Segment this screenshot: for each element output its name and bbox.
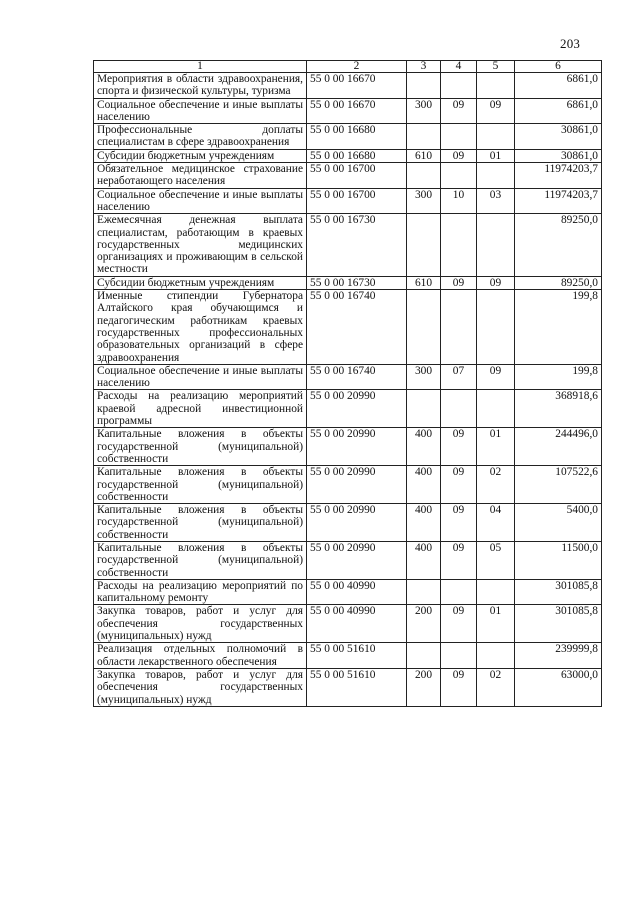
row-amount: 368918,6 <box>515 390 602 428</box>
table-row <box>94 364 602 390</box>
table-row <box>94 504 602 542</box>
table-row <box>94 668 602 706</box>
row-col4: 09 <box>441 98 477 124</box>
row-code: 55 0 00 16740 <box>307 290 407 365</box>
row-name: Реализация отдельных полномочий в области лекарственного обеспечения <box>94 643 307 669</box>
row-col3: 400 <box>407 504 441 542</box>
header-cell: 6 <box>515 61 602 73</box>
row-amount: 301085,8 <box>515 579 602 605</box>
row-name: Социальное обеспечение и иные выплаты населению <box>94 98 307 124</box>
row-amount: 244496,0 <box>515 428 602 466</box>
table-row <box>94 276 602 289</box>
table-row <box>94 579 602 605</box>
header-cell: 3 <box>407 61 441 73</box>
row-col5: 04 <box>477 504 515 542</box>
row-code: 55 0 00 16670 <box>307 73 407 99</box>
row-col4: 09 <box>441 276 477 289</box>
header-row <box>94 61 602 73</box>
table-row <box>94 466 602 504</box>
table-header <box>94 61 602 73</box>
row-name: Закупка товаров, работ и услуг для обеспечения государственных (муниципальных) нужд <box>94 605 307 643</box>
row-col4 <box>441 73 477 99</box>
row-col4: 09 <box>441 149 477 162</box>
table-row <box>94 124 602 150</box>
row-name: Капитальные вложения в объекты государственной (муниципальной) собственности <box>94 428 307 466</box>
row-col4: 09 <box>441 541 477 579</box>
row-col3: 300 <box>407 364 441 390</box>
row-col3: 610 <box>407 276 441 289</box>
row-amount: 107522,6 <box>515 466 602 504</box>
page-number: 203 <box>560 36 581 51</box>
row-col3 <box>407 124 441 150</box>
table-row <box>94 390 602 428</box>
row-col3: 300 <box>407 188 441 214</box>
row-name: Обязательное медицинское страхование неработающего населения <box>94 163 307 189</box>
table-row <box>94 428 602 466</box>
row-name: Профессиональные доплаты специалистам в сфере здравоохранения <box>94 124 307 150</box>
row-code: 55 0 00 16740 <box>307 364 407 390</box>
row-code: 55 0 00 20990 <box>307 504 407 542</box>
row-name: Субсидии бюджетным учреждениям <box>94 149 307 162</box>
row-code: 55 0 00 16680 <box>307 124 407 150</box>
row-col4 <box>441 214 477 276</box>
row-col5 <box>477 124 515 150</box>
header-cell: 5 <box>477 61 515 73</box>
header-cell: 2 <box>307 61 407 73</box>
row-name: Расходы на реализацию мероприятий краевой адресной инвестиционной программы <box>94 390 307 428</box>
row-code: 55 0 00 16730 <box>307 276 407 289</box>
table-row <box>94 290 602 365</box>
row-code: 55 0 00 51610 <box>307 643 407 669</box>
row-code: 55 0 00 16680 <box>307 149 407 162</box>
row-col5: 09 <box>477 364 515 390</box>
row-amount: 6861,0 <box>515 98 602 124</box>
row-amount: 301085,8 <box>515 605 602 643</box>
row-name: Именные стипендии Губернатора Алтайского края обучающимся и педагогическим работникам краевых государственных профессиональных образовательных организаций в сфере здравоохранения <box>94 290 307 365</box>
row-col5: 05 <box>477 541 515 579</box>
row-amount: 199,8 <box>515 290 602 365</box>
row-name: Социальное обеспечение и иные выплаты населению <box>94 364 307 390</box>
row-amount: 199,8 <box>515 364 602 390</box>
row-name: Капитальные вложения в объекты государственной (муниципальной) собственности <box>94 504 307 542</box>
table-row <box>94 541 602 579</box>
row-col4: 09 <box>441 668 477 706</box>
row-code: 55 0 00 51610 <box>307 668 407 706</box>
row-name: Капитальные вложения в объекты государственной (муниципальной) собственности <box>94 466 307 504</box>
row-col5: 02 <box>477 668 515 706</box>
row-name: Мероприятия в области здравоохранения, спорта и физической культуры, туризма <box>94 73 307 99</box>
row-amount: 89250,0 <box>515 214 602 276</box>
header-cell: 4 <box>441 61 477 73</box>
row-col5 <box>477 643 515 669</box>
row-col4 <box>441 124 477 150</box>
row-col5 <box>477 290 515 365</box>
table-body <box>94 73 602 707</box>
row-col5 <box>477 214 515 276</box>
row-amount: 11974203,7 <box>515 163 602 189</box>
budget-table <box>93 60 602 707</box>
row-col4 <box>441 163 477 189</box>
table-row <box>94 73 602 99</box>
row-col5: 01 <box>477 428 515 466</box>
row-amount: 30861,0 <box>515 124 602 150</box>
row-col5: 09 <box>477 98 515 124</box>
row-col4: 09 <box>441 428 477 466</box>
row-col5: 09 <box>477 276 515 289</box>
row-col5: 02 <box>477 466 515 504</box>
table-row <box>94 163 602 189</box>
row-col3 <box>407 643 441 669</box>
row-amount: 63000,0 <box>515 668 602 706</box>
row-amount: 89250,0 <box>515 276 602 289</box>
row-col3: 200 <box>407 668 441 706</box>
row-code: 55 0 00 16730 <box>307 214 407 276</box>
table-row <box>94 214 602 276</box>
row-col4: 09 <box>441 605 477 643</box>
row-code: 55 0 00 16670 <box>307 98 407 124</box>
row-amount: 239999,8 <box>515 643 602 669</box>
row-col3: 300 <box>407 98 441 124</box>
table-row <box>94 643 602 669</box>
row-col3 <box>407 579 441 605</box>
row-col3 <box>407 214 441 276</box>
row-amount: 30861,0 <box>515 149 602 162</box>
row-col5 <box>477 163 515 189</box>
row-amount: 11974203,7 <box>515 188 602 214</box>
row-col5: 03 <box>477 188 515 214</box>
row-col5 <box>477 579 515 605</box>
row-name: Закупка товаров, работ и услуг для обеспечения государственных (муниципальных) нужд <box>94 668 307 706</box>
row-col3 <box>407 163 441 189</box>
row-name: Социальное обеспечение и иные выплаты населению <box>94 188 307 214</box>
row-name: Субсидии бюджетным учреждениям <box>94 276 307 289</box>
row-col5 <box>477 390 515 428</box>
table-row <box>94 98 602 124</box>
table-row <box>94 149 602 162</box>
row-col4 <box>441 579 477 605</box>
row-code: 55 0 00 20990 <box>307 466 407 504</box>
row-col4 <box>441 390 477 428</box>
table-row <box>94 605 602 643</box>
row-name: Расходы на реализацию мероприятий по капитальному ремонту <box>94 579 307 605</box>
row-col4 <box>441 643 477 669</box>
table-row <box>94 188 602 214</box>
row-amount: 5400,0 <box>515 504 602 542</box>
row-col3 <box>407 73 441 99</box>
row-col4: 10 <box>441 188 477 214</box>
row-code: 55 0 00 20990 <box>307 541 407 579</box>
row-code: 55 0 00 20990 <box>307 428 407 466</box>
row-amount: 11500,0 <box>515 541 602 579</box>
row-col3: 400 <box>407 466 441 504</box>
row-code: 55 0 00 40990 <box>307 579 407 605</box>
row-col5: 01 <box>477 149 515 162</box>
row-col3: 200 <box>407 605 441 643</box>
row-col5: 01 <box>477 605 515 643</box>
row-col3 <box>407 290 441 365</box>
row-name: Капитальные вложения в объекты государственной (муниципальной) собственности <box>94 541 307 579</box>
row-col3: 610 <box>407 149 441 162</box>
row-col5 <box>477 73 515 99</box>
row-code: 55 0 00 20990 <box>307 390 407 428</box>
row-amount: 6861,0 <box>515 73 602 99</box>
row-code: 55 0 00 16700 <box>307 188 407 214</box>
row-code: 55 0 00 40990 <box>307 605 407 643</box>
row-col3: 400 <box>407 541 441 579</box>
row-col3: 400 <box>407 428 441 466</box>
row-col4: 09 <box>441 466 477 504</box>
row-code: 55 0 00 16700 <box>307 163 407 189</box>
row-col4: 07 <box>441 364 477 390</box>
row-col4: 09 <box>441 504 477 542</box>
header-cell: 1 <box>94 61 307 73</box>
row-col3 <box>407 390 441 428</box>
row-name: Ежемесячная денежная выплата специалистам, работающим в краевых государственных медицинских организациях и проживающим в сельской местности <box>94 214 307 276</box>
row-col4 <box>441 290 477 365</box>
